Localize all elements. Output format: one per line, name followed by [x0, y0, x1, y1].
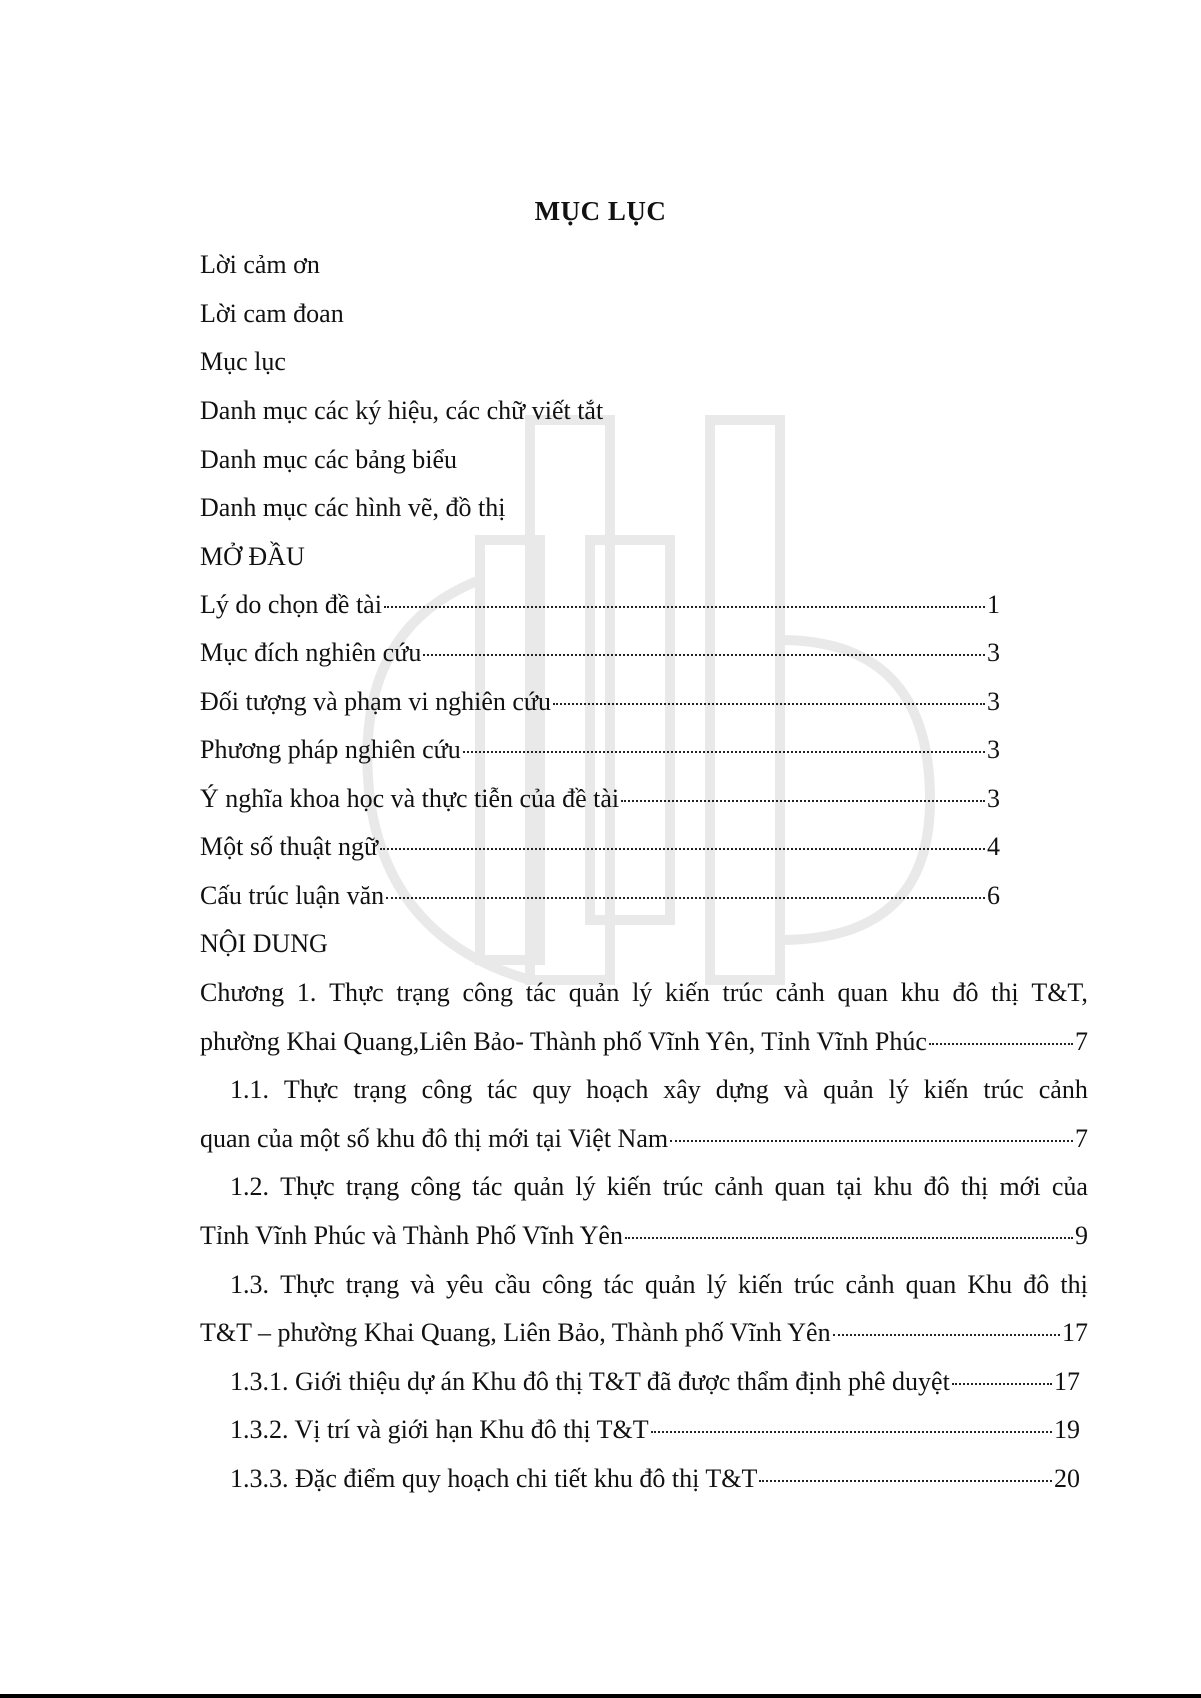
- toc-word: trúc: [983, 1075, 1024, 1104]
- toc-word: 1.2.: [230, 1172, 269, 1201]
- toc-section-1-2-line-1[interactable]: [230, 1172, 1088, 1202]
- dot-leader: [386, 897, 985, 899]
- dot-leader: [463, 751, 985, 753]
- toc-word: và: [410, 1270, 435, 1299]
- toc-page-number: 3: [987, 638, 1000, 667]
- toc-word: trúc: [722, 978, 763, 1007]
- toc-word: Khu: [967, 1270, 1013, 1299]
- toc-page-number: 3: [987, 687, 1000, 716]
- page-bottom-edge: [0, 1694, 1201, 1698]
- toc-entry-figures-list[interactable]: Danh mục các hình vẽ, đồ thị: [200, 493, 506, 522]
- toc-word: Chương: [200, 978, 285, 1007]
- toc-entry-text: Mục đích nghiên cứu: [200, 638, 422, 667]
- toc-page-number: 7: [1075, 1124, 1088, 1153]
- toc-entry-text: Tỉnh Vĩnh Phúc và Thành Phố Vĩnh Yên: [200, 1221, 623, 1250]
- toc-word: cảnh: [775, 978, 825, 1007]
- toc-word: và: [783, 1075, 809, 1104]
- toc-word: tác: [472, 1172, 503, 1201]
- toc-word: tác: [525, 978, 557, 1007]
- toc-word: kiến: [738, 1270, 783, 1299]
- justified-words: [230, 1172, 1088, 1202]
- toc-word: yêu: [445, 1270, 484, 1299]
- toc-entry-text: phường Khai Quang,Liên Bảo- Thành phố Vĩnh Yên, Tỉnh Vĩnh Phúc: [200, 1027, 927, 1056]
- toc-entry-declaration[interactable]: Lời cam đoan: [200, 299, 344, 328]
- toc-word: quản: [644, 1270, 696, 1299]
- toc-entry-tables-list[interactable]: Danh mục các bảng biểu: [200, 445, 458, 474]
- toc-entry-text: 1.3.1. Giới thiệu dự án Khu đô thị T&T đã được thẩm định phê duyệt: [230, 1367, 950, 1396]
- toc-page-number: 6: [987, 881, 1000, 910]
- toc-entry-acknowledgements[interactable]: Lời cảm ơn: [200, 250, 320, 279]
- toc-page-number: 9: [1075, 1221, 1088, 1250]
- toc-word: trạng: [353, 1075, 407, 1104]
- toc-page-number: 4: [987, 832, 1000, 861]
- toc-entry-text: 1.3.2. Vị trí và giới hạn Khu đô thị T&T: [230, 1415, 649, 1444]
- toc-entry[interactable]: [200, 735, 1000, 765]
- dot-leader: [553, 703, 985, 705]
- toc-word: trạng: [396, 978, 450, 1007]
- toc-word: khu: [900, 978, 940, 1007]
- toc-entry-text: Một số thuật ngữ: [200, 832, 379, 861]
- toc-word: cảnh: [1038, 1075, 1088, 1104]
- toc-word: đô: [923, 1172, 950, 1201]
- toc-word: thị: [1060, 1270, 1088, 1299]
- toc-page-number: 3: [987, 735, 1000, 764]
- toc-entry-abbreviations[interactable]: Danh mục các ký hiệu, các chữ viết tắt: [200, 396, 604, 425]
- toc-word: công: [410, 1172, 461, 1201]
- toc-word: trạng: [345, 1172, 400, 1201]
- toc-word: lý: [632, 978, 653, 1007]
- toc-section-1-3-line-1[interactable]: [230, 1270, 1088, 1300]
- toc-word: Thực: [329, 978, 384, 1007]
- toc-entry-text: 1.3.3. Đặc điểm quy hoạch chi tiết khu đô thị T&T: [230, 1464, 758, 1493]
- toc-word: kiến: [923, 1075, 969, 1104]
- toc-word: Thực: [280, 1172, 335, 1201]
- toc-word: quan: [905, 1270, 957, 1299]
- toc-heading: MỤC LỤC: [534, 196, 667, 226]
- toc-page-number: 3: [987, 784, 1000, 813]
- toc-subsection-1-3-1[interactable]: [230, 1367, 1080, 1397]
- toc-page-number: 1: [987, 590, 1000, 619]
- toc-word: công: [462, 978, 514, 1007]
- toc-subsection-1-3-3[interactable]: [230, 1464, 1080, 1494]
- toc-word: lý: [706, 1270, 727, 1299]
- toc-word: thị: [960, 1172, 989, 1201]
- justified-words: [200, 978, 1088, 1008]
- dot-leader: [929, 1043, 1073, 1045]
- toc-word: lý: [575, 1172, 596, 1201]
- toc-word: Thực: [280, 1270, 335, 1299]
- toc-entry-text: Phương pháp nghiên cứu: [200, 735, 461, 764]
- toc-chapter-1-line-1[interactable]: [200, 978, 1088, 1008]
- toc-entry-contents[interactable]: Mục lục: [200, 347, 286, 376]
- toc-word: Thực: [283, 1075, 339, 1104]
- toc-word: tác: [487, 1075, 518, 1104]
- toc-word: kiến: [606, 1172, 652, 1201]
- toc-section-1-1-line-2[interactable]: [200, 1124, 1088, 1154]
- toc-word: cầu: [494, 1270, 531, 1299]
- toc-word: tại: [836, 1172, 863, 1201]
- dot-leader: [952, 1383, 1052, 1385]
- toc-word: T&T,: [1031, 978, 1088, 1007]
- dot-leader: [625, 1237, 1073, 1239]
- toc-word: mới: [999, 1172, 1041, 1201]
- toc-word: công: [541, 1270, 593, 1299]
- toc-entry-text: quan của một số khu đô thị mới tại Việt Nam: [200, 1124, 669, 1153]
- toc-entry[interactable]: [200, 784, 1000, 814]
- toc-entry[interactable]: [200, 638, 1000, 668]
- toc-entry-text: Đối tượng và phạm vi nghiên cứu: [200, 687, 551, 716]
- toc-word: trạng: [345, 1270, 400, 1299]
- toc-entry[interactable]: [200, 832, 1000, 862]
- toc-section-1-3-line-2[interactable]: [200, 1318, 1088, 1348]
- toc-section-1-2-line-2[interactable]: [200, 1221, 1088, 1251]
- toc-word: 1.1.: [230, 1075, 269, 1104]
- toc-section-introduction[interactable]: MỞ ĐẦU: [200, 542, 305, 571]
- dot-leader: [651, 1431, 1052, 1433]
- dot-leader: [759, 1480, 1052, 1482]
- toc-page-number: 7: [1075, 1027, 1088, 1056]
- toc-word: tác: [603, 1270, 634, 1299]
- toc-word: đô: [1023, 1270, 1050, 1299]
- toc-word: 1.3.: [230, 1270, 269, 1299]
- toc-word: thị: [991, 978, 1019, 1007]
- toc-entry-text: T&T – phường Khai Quang, Liên Bảo, Thành phố Vĩnh Yên: [200, 1318, 831, 1347]
- toc-word: 1.: [296, 978, 317, 1007]
- toc-word: cảnh: [845, 1270, 895, 1299]
- toc-word: xây: [663, 1075, 701, 1104]
- toc-chapter-1-line-2[interactable]: [200, 1027, 1088, 1057]
- toc-subsection-1-3-2[interactable]: [230, 1415, 1080, 1445]
- toc-word: quản: [568, 978, 620, 1007]
- justified-words: [230, 1075, 1088, 1105]
- dot-leader: [384, 606, 985, 608]
- dot-leader: [380, 848, 985, 850]
- toc-page-number: 19: [1054, 1415, 1080, 1444]
- toc-word: cảnh: [714, 1172, 764, 1201]
- toc-word: hoạch: [586, 1075, 649, 1104]
- toc-word: trúc: [793, 1270, 835, 1299]
- toc-word: trúc: [662, 1172, 704, 1201]
- dot-leader: [833, 1334, 1060, 1336]
- toc-page-number: 17: [1054, 1367, 1080, 1396]
- toc-entry[interactable]: [200, 881, 1000, 911]
- toc-entry-text: Ý nghĩa khoa học và thực tiễn của đề tài: [200, 784, 620, 813]
- toc-entry[interactable]: [200, 687, 1000, 717]
- toc-word: quan: [774, 1172, 826, 1201]
- toc-entry-text: Cấu trúc luận văn: [200, 881, 385, 910]
- toc-word: quản: [823, 1075, 874, 1104]
- toc-word: dựng: [715, 1075, 769, 1104]
- toc-word: lý: [888, 1075, 909, 1104]
- toc-word: khu: [873, 1172, 913, 1201]
- justified-words: [230, 1270, 1088, 1300]
- toc-page-number: 17: [1062, 1318, 1088, 1347]
- toc-word: kiến: [665, 978, 710, 1007]
- dot-leader: [670, 1140, 1073, 1142]
- dot-leader: [621, 800, 985, 802]
- toc-word: quan: [837, 978, 888, 1007]
- dot-leader: [423, 654, 985, 656]
- toc-entry[interactable]: [200, 590, 1000, 620]
- toc-section-1-1-line-1[interactable]: [230, 1075, 1088, 1105]
- toc-word: quy: [532, 1075, 572, 1104]
- toc-entry-text: Lý do chọn đề tài: [200, 590, 382, 619]
- toc-page-number: 20: [1054, 1464, 1080, 1493]
- toc-word: quản: [513, 1172, 565, 1201]
- toc-word: đô: [952, 978, 979, 1007]
- toc-word: công: [421, 1075, 473, 1104]
- toc-word: của: [1051, 1172, 1088, 1201]
- toc-section-content[interactable]: NỘI DUNG: [200, 929, 328, 958]
